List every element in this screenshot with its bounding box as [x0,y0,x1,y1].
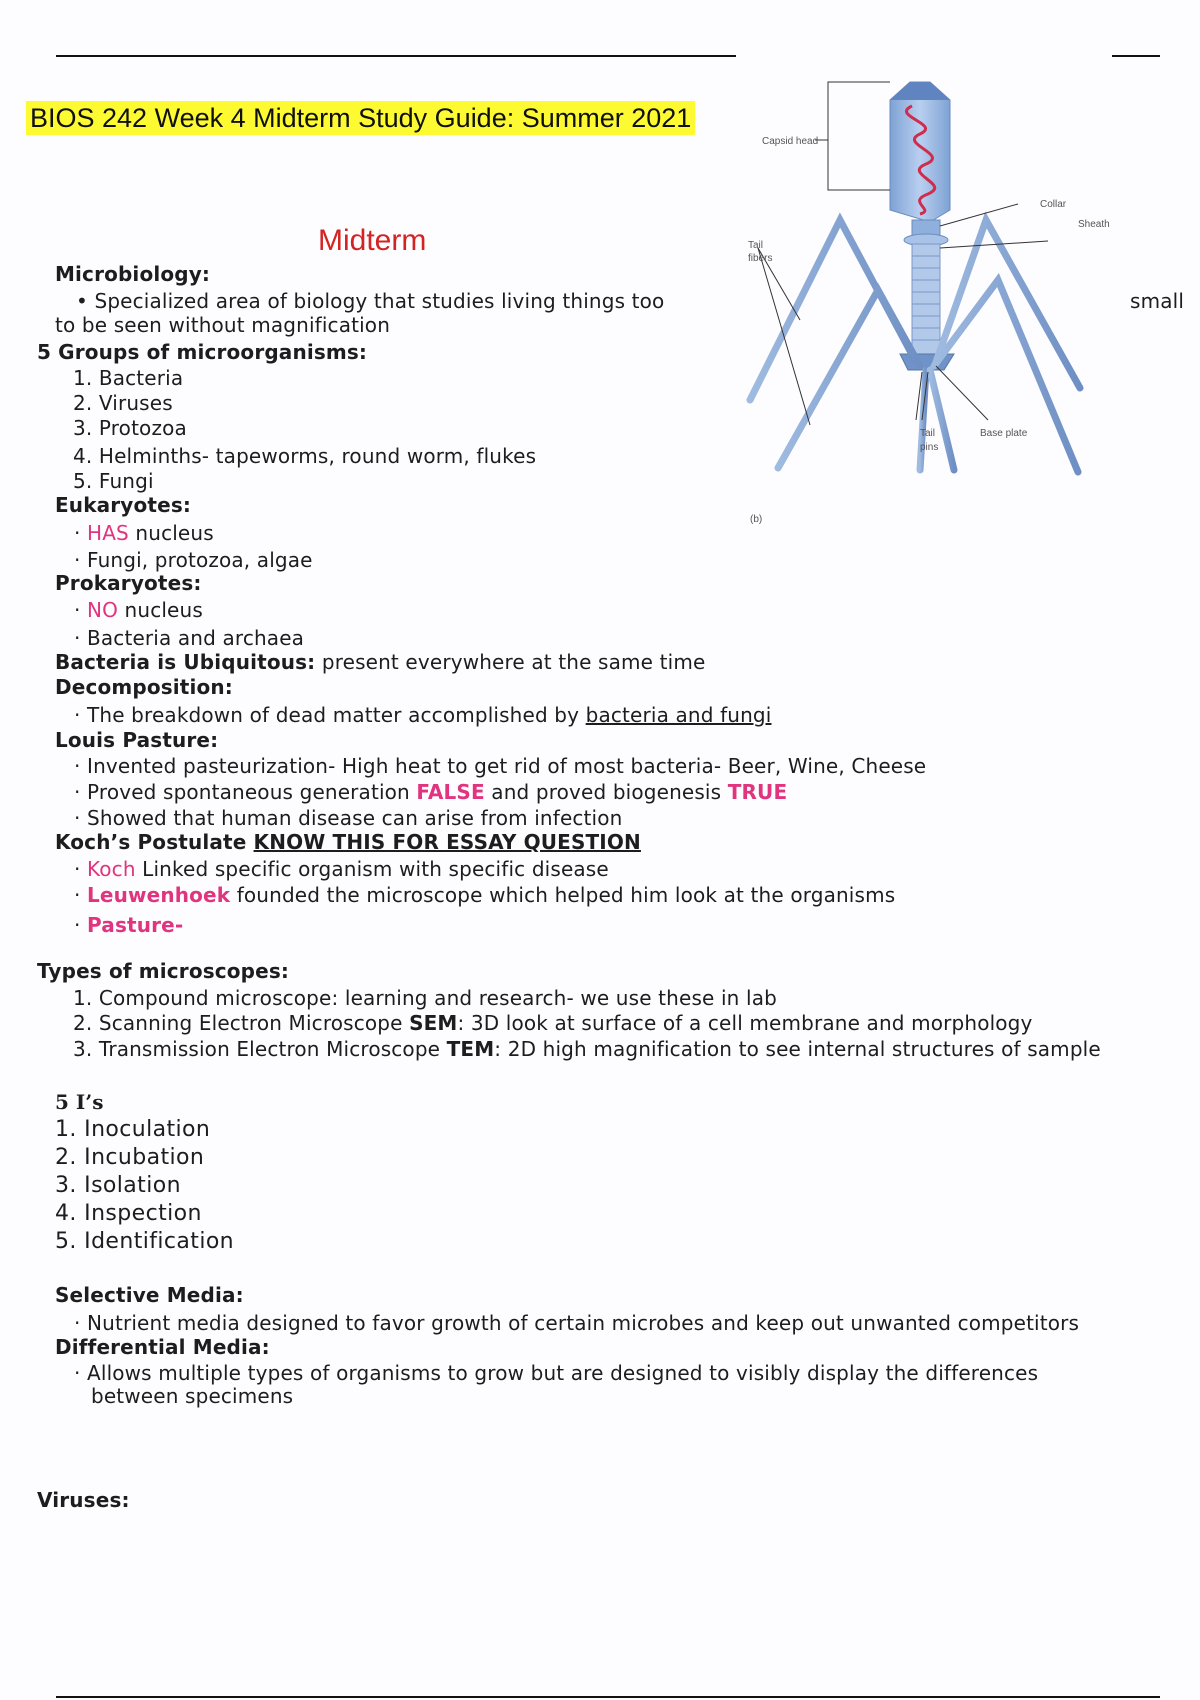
eukaryotes-heading: Eukaryotes: [55,493,192,517]
koch-bullet-2: · Leuwenhoek founded the microscope which helped him look at the organisms [74,883,896,907]
prokaryotes-heading: Prokaryotes: [55,571,202,595]
list-item: 1. Inoculation [55,1117,211,1142]
five-is-heading: 5 I’s [55,1090,104,1114]
decomposition-bullet: · The breakdown of dead matter accomplished by bacteria and fungi [74,703,772,727]
microbiology-definition-line2: to be seen without magnification [55,313,391,337]
differential-bullet: · Allows multiple types of organisms to grow but are designed to visibly display the differences [74,1361,1039,1385]
koch-bullet-3: · Pasture- [74,913,184,937]
differential-bullet-line2: between specimens [91,1384,294,1408]
footer-rule [56,1696,1160,1698]
header-rule-left [56,55,736,57]
microscopes-heading: Types of microscopes: [37,959,290,983]
viruses-heading: Viruses: [37,1488,130,1512]
list-item: 4. Helminths- tapeworms, round worm, flukes [73,444,537,468]
pasture-bullet-2: · Proved spontaneous generation FALSE and proved biogenesis TRUE [74,780,788,804]
bacteriophage-figure [740,70,1120,530]
section-title: Midterm [318,224,427,257]
label-tail-fibers-2: fibers [748,253,773,264]
list-item: 5. Fungi [73,469,154,493]
list-item: 1. Bacteria [73,366,184,390]
label-tail-pins-1: Tail [920,428,936,439]
eukaryotes-bullet-2: · Fungi, protozoa, algae [74,548,313,572]
label-collar: Collar [1040,199,1067,210]
label-tail-pins-2: pins [920,442,939,453]
groups-heading: 5 Groups of microorganisms: [37,340,368,364]
list-item: 3. Transmission Electron Microscope TEM: 2D high magnification to see internal structures of sample [73,1037,1101,1061]
list-item: 3. Protozoa [73,416,187,440]
ubiquitous-line: Bacteria is Ubiquitous: present everywhere at the same time [55,650,706,674]
bullet: • [76,289,88,313]
microbiology-definition: • Specialized area of biology that studies living things too [76,289,665,313]
pasture-bullet-1: · Invented pasteurization- High heat to get rid of most bacteria- Beer, Wine, Cheese [74,754,927,778]
microbiology-heading: Microbiology: [55,262,211,286]
list-item: 5. Identification [55,1229,235,1254]
list-item: 2. Scanning Electron Microscope SEM: 3D look at surface of a cell membrane and morphology [73,1011,1033,1035]
document-title: BIOS 242 Week 4 Midterm Study Guide: Summer 2021 [26,101,695,135]
label-base-plate: Base plate [980,428,1028,439]
selective-heading: Selective Media: [55,1283,244,1307]
koch-bullet-1: · Koch Linked specific organism with specific disease [74,857,609,881]
header-rule-right [1112,55,1160,57]
list-item: 2. Incubation [55,1145,205,1170]
label-sheath: Sheath [1078,219,1110,230]
microbiology-definition-tail: small [1130,289,1185,313]
differential-heading: Differential Media: [55,1335,270,1359]
list-item: 3. Isolation [55,1173,181,1198]
list-item: 4. Inspection [55,1201,202,1226]
label-tail-fibers-1: Tail [748,240,764,251]
label-panel: (b) [750,514,763,525]
capsid-head [890,82,950,222]
prokaryotes-bullet-2: · Bacteria and archaea [74,626,305,650]
list-item: 2. Viruses [73,391,173,415]
selective-bullet: · Nutrient media designed to favor growth of certain microbes and keep out unwanted competitors [74,1311,1080,1335]
eukaryotes-bullet-1: · HAS nucleus [74,521,214,545]
decomposition-heading: Decomposition: [55,675,233,699]
pasture-heading: Louis Pasture: [55,728,219,752]
koch-heading: Koch’s Postulate KNOW THIS FOR ESSAY QUESTION [55,830,641,854]
prokaryotes-bullet-1: · NO nucleus [74,598,203,622]
list-item: 1. Compound microscope: learning and research- we use these in lab [73,986,777,1010]
label-capsid-head: Capsid head [762,136,819,147]
pasture-bullet-3: · Showed that human disease can arise from infection [74,806,623,830]
